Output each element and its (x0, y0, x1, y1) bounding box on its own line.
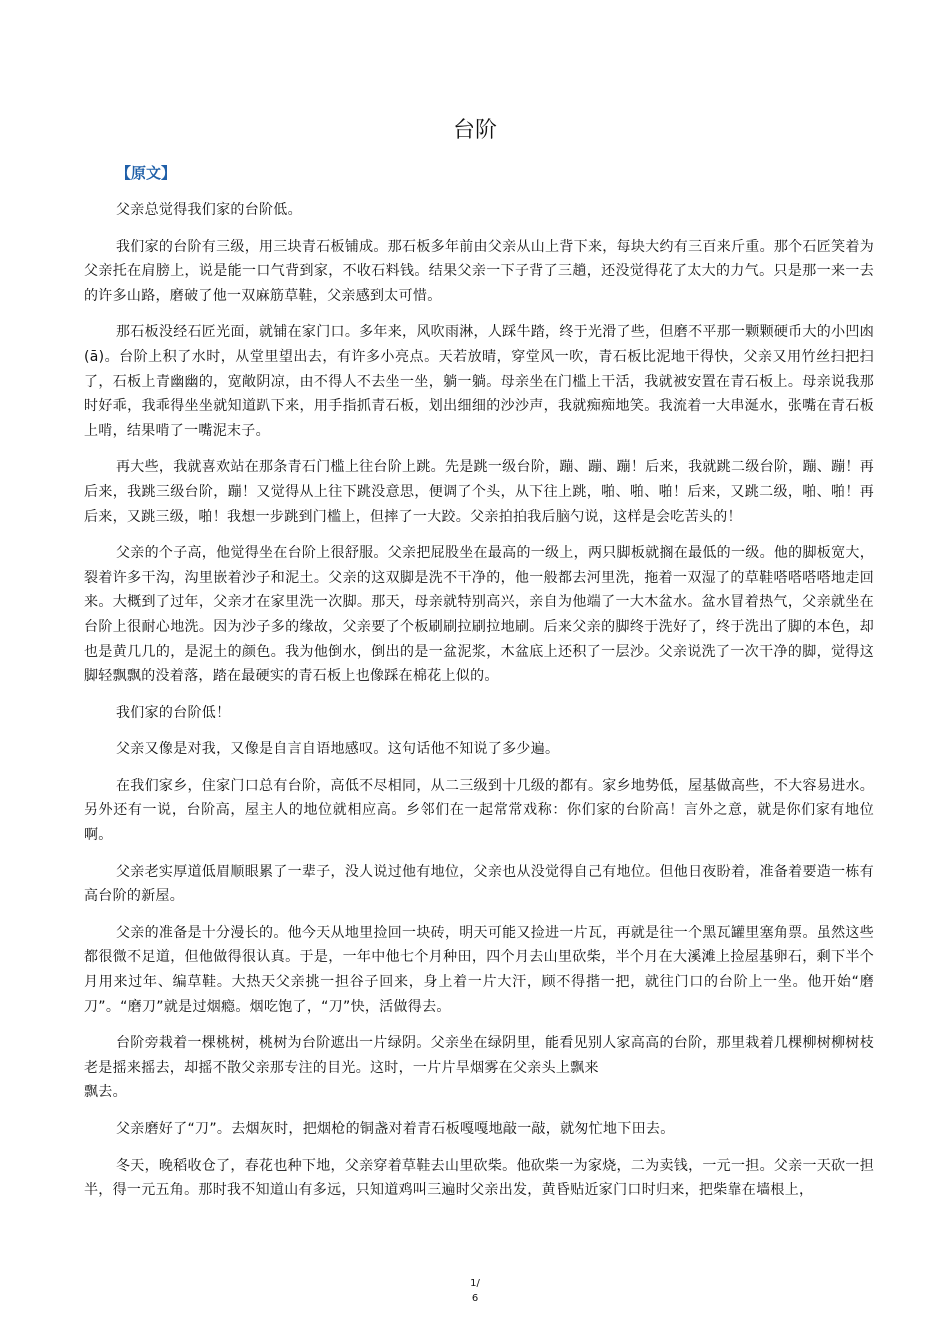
article-body (84, 198, 874, 1215)
paragraph: 再大些，我就喜欢站在那条青石门槛上往台阶上跳。先是跳一级台阶，蹦、蹦、蹦！后来，我就跳二级台阶，蹦、蹦！再后来，我跳三级台阶，蹦！又觉得从上往下跳没意思，便调了个头，从下往上跳，啪、啪、啪！后来，又跳二级，啪、啪！再后来，又跳三级，啪！我想一步跳到门槛上，但摔了一大跤。父亲拍拍我后脑勺说，这样是会吃苦头的！ (84, 459, 874, 525)
page-total: 6 (471, 1293, 479, 1304)
paragraph: 我们家的台阶有三级，用三块青石板铺成。那石板多年前由父亲从山上背下来，每块大约有三百来斤重。那个石匠笑着为父亲托在肩膀上，说是能一口气背到家，不收石料钱。结果父亲一下子背了三趟，还没觉得花了太大的力气。只是那一来一去的许多山路，磨破了他一双麻筋草鞋，父亲感到太可惜。 (84, 238, 874, 304)
paragraph: 那石板没经石匠光面，就铺在家门口。多年来，风吹雨淋，人踩牛踏，终于光滑了些，但磨不平那一颗颗硬币大的小凹凼(ā)。台阶上积了水时，从堂里望出去，有许多小亮点。天若放晴，穿堂风一吹，青石板比泥地干得快，父亲又用竹丝扫把扫了，石板上青幽幽的，宽敞阴凉，由不得人不去坐一坐，躺一躺。母亲坐在门槛上干活，我就被安置在青石板上。母亲说我那时好乖，我乖得坐坐就知道趴下来，用手指抓青石板，划出细细的沙沙声，我就痴痴地笑。我流着一大串涎水，张嘴在青石板上啃，结果啃了一嘴泥末子。 (84, 324, 874, 439)
paragraph-continuation: 飘去。 (84, 1084, 127, 1101)
paragraph: 台阶旁栽着一棵桃树，桃树为台阶遮出一片绿阴。父亲坐在绿阴里，能看见别人家高高的台阶，那里栽着几棵柳树柳树枝老是摇来摇去，却摇不散父亲那专注的目光。这时，一片片旱烟雾在父亲头上飘来 (84, 1035, 874, 1076)
paragraph: 父亲老实厚道低眉顺眼累了一辈子，没人说过他有地位，父亲也从没觉得自己有地位。但他日夜盼着，准备着要造一栋有高台阶的新屋。 (84, 863, 874, 905)
paragraph: 在我们家乡，住家门口总有台阶，高低不尽相同，从二三级到十几级的都有。家乡地势低，屋基做高些，不大容易进水。另外还有一说，台阶高，屋主人的地位就相应高。乡邻们在一起常常戏称：你们家的台阶高！言外之意，就是你们家有地位啊。 (84, 777, 874, 844)
page-title: 台阶 (452, 118, 497, 143)
page-number: 1/ (470, 1278, 480, 1289)
section-label-original-text: 【原文】 (116, 164, 177, 182)
paragraph: 父亲的个子高，他觉得坐在台阶上很舒服。父亲把屁股坐在最高的一级上，两只脚板就搁在最低的一级。他的脚板宽大，裂着许多干沟，沟里嵌着沙子和泥土。父亲的这双脚是洗不干净的，他一般都去河里洗，拖着一双湿了的草鞋嗒嗒嗒嗒地走回来。大概到了过年，父亲才在家里洗一次脚。那天，母亲就特别高兴，亲自为他端了一大木盆水。盆水冒着热气，父亲就坐在台阶上很耐心地洗。因为沙子多的缘故，父亲要了个板刷刷拉刷拉地刷。后来父亲的脚终于洗好了，终于洗出了脚的本色，却也是黄几几的，是泥土的颜色。我为他倒水，倒出的是一盆泥浆，木盆底上还积了一层沙。父亲说洗了一次干净的脚，觉得这脚轻飘飘的没着落，踏在最硬实的青石板上也像踩在棉花上似的。 (84, 545, 874, 685)
paragraph: 我们家的台阶低！ (116, 704, 231, 721)
paragraph: 冬天，晚稻收仓了，春花也种下地，父亲穿着草鞋去山里砍柴。他砍柴一为家烧，二为卖钱，一元一担。父亲一天砍一担半，得一元五角。那时我不知道山有多远，只知道鸡叫三遍时父亲出发，黄昏贴近家门口时归来，把柴靠在墙根上， (84, 1157, 874, 1199)
page-footer (0, 1276, 950, 1306)
paragraph: 父亲的准备是十分漫长的。他今天从地里捡回一块砖，明天可能又捡进一片瓦，再就是往一个黑瓦罐里塞角票。虽然这些都很微不足道，但他做得很认真。于是，一年中他七个月种田，四个月去山里砍柴，半个月在大溪滩上捡屋基卵石，剩下半个月用来过年、编草鞋。大热天父亲挑一担谷子回来，身上着一片大汗，顾不得揩一把，就往门口的台阶上一坐。他开始“磨刀”。“磨刀”就是过烟瘾。烟吃饱了，“刀”快，活做得去。 (84, 924, 874, 1015)
paragraph: 父亲磨好了“刀”。去烟灰时，把烟枪的铜盏对着青石板嘎嘎地敲一敲，就匆忙地下田去。 (116, 1121, 675, 1137)
paragraph: 父亲又像是对我，又像是自言自语地感叹。这句话他不知说了多少遍。 (116, 741, 560, 758)
paragraph: 父亲总觉得我们家的台阶低。 (116, 202, 302, 218)
